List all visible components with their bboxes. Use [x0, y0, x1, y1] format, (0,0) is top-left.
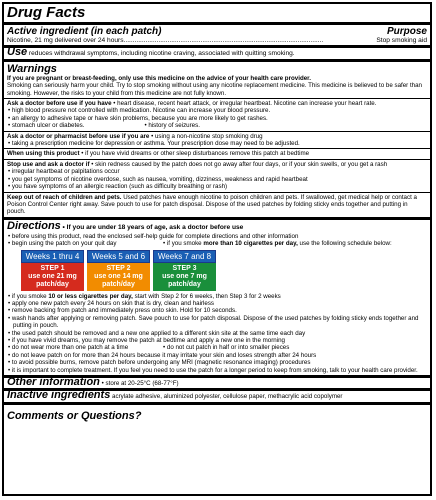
ask-doctor-heading: Ask a doctor before use if you have: [7, 100, 112, 108]
inactive-ingredients-heading: Inactive ingredients: [7, 389, 111, 402]
purpose-value: Stop smoking aid: [376, 37, 427, 44]
ask-pharmacist-section: Ask a doctor or pharmacist before use if you are • using a non-nicotine stop smoking drug • taking a prescription medicine for depression or asthma. Your prescription dose may need to be adjusted.: [4, 131, 430, 149]
directions-heading: Directions: [7, 219, 61, 232]
comments-section: [4, 402, 430, 425]
comments-heading: Comments or Questions?: [7, 409, 142, 422]
keep-out-heading: Keep out of reach of children and pets.: [7, 193, 122, 201]
directions-section: [4, 217, 430, 375]
drug-facts-title: Drug Facts: [7, 4, 86, 21]
ask-doctor-item: • stomach ulcer or diabetes. • history of seizures.: [8, 122, 200, 130]
ask-pharmacist-heading: Ask a doctor or pharmacist before use if you are: [7, 132, 150, 140]
use-heading: Use: [7, 46, 28, 59]
pregnant-warning: If you are pregnant or breast-feeding, only use this medicine on the advice of your health care provider.: [7, 74, 311, 82]
purpose-heading: Purpose: [386, 26, 427, 37]
stop-use-item: • you get symptoms of nicotine overdose, such as nausea, vomiting, dizziness, weakness and rapid heartbeat: [8, 175, 308, 183]
warnings-section: [4, 59, 430, 98]
when-using-heading: When using this product: [7, 150, 80, 158]
inactive-ingredients-section: [4, 388, 430, 401]
more-than-10-note: • if you smoke more than 10 cigarettes per day, use the following schedule below:: [163, 240, 392, 248]
other-information-section: Other information • store at 20-25°C (68-77°F): [4, 375, 430, 388]
use-text: reduces withdrawal symptoms, including nicotine craving, associated with quitting smoking.: [28, 50, 295, 58]
other-information-heading: Other information: [7, 376, 100, 388]
active-ingredient-heading: Active ingredient (in each patch): [7, 26, 162, 37]
directions-item: • before using this product, read the enclosed self-help guide for complete directions and other information: [8, 232, 299, 240]
schedule-column-2: [87, 250, 150, 291]
other-information-text: store at 20-25°C (68-77°F): [105, 380, 179, 387]
pregnant-warning-text: Smoking can seriously harm your child. Try to stop smoking without using any nicotine replacement medicine. This medicine is believed to be safer than smoking. However, the risks to your child from this medicine are not fully known.: [7, 82, 422, 97]
active-ingredient-value: Nicotine, 21 mg delivered over 24 hours.............................................................................................................: [7, 37, 324, 44]
ask-pharmacist-item: using a non-nicotine stop smoking drug: [154, 132, 263, 140]
directions-item: • remove backing from patch and immediately press onto skin. Hold for 10 seconds.: [8, 307, 237, 315]
when-using-text: if you have vivid dreams or other sleep disturbances remove this patch at bedtime: [85, 150, 310, 158]
ask-doctor-section: Ask a doctor before use if you have • heart disease, recent heart attack, or irregular heartbeat. Nicotine can increase your heart rate. • high blood pressure not controlled with medication. Nicotine can increase your blood pressure. • an allergy to adhesive tape or have skin problems, because you are more likely to get rashes. • stomach ulcer or diabetes. • history of seizures.: [4, 98, 430, 131]
inactive-ingredients-text: acrylate adhesive, aluminized polyester, cellulose paper, methacrylic acid copolymer: [112, 393, 343, 401]
age-note: • If you are under 18 years of age, ask a doctor before use: [62, 223, 244, 231]
weeks-label: Weeks 5 and 6: [87, 250, 150, 263]
directions-item: • do not wear more than one patch at a time: [8, 344, 129, 352]
less-than-10-note: • if you smoke 10 or less cigarettes per day, start with Step 2 for 6 weeks, then Step 3 for 2 weeks: [8, 292, 281, 300]
keep-out-text: Used patches have enough nicotine to poison children and pets. If swallowed, get medical help or contact a Poison Control Center right away. Save pouch to use for patch disposal. Dispose of the used patches by folding sticky ends together and putting in pouch.: [7, 193, 417, 216]
dosing-schedule-table: [21, 250, 427, 291]
stop-use-item: • you have symptoms of an allergic reaction (such as difficulty breathing or rash): [8, 183, 228, 191]
ask-pharmacist-item: • taking a prescription medicine for depression or asthma. Your prescription dose may need to be adjusted.: [8, 140, 300, 148]
warnings-heading: Warnings: [7, 62, 57, 75]
step-cell: STEP 1 use one 21 mg patch/day: [21, 263, 84, 291]
stop-use-item: • irregular heartbeat or palpitations occur: [8, 168, 120, 176]
directions-item: • apply one new patch every 24 hours on skin that is dry, clean and hairless: [8, 299, 215, 307]
step-cell: STEP 3 use one 7 mg patch/day: [153, 263, 216, 291]
weeks-label: Weeks 7 and 8: [153, 250, 216, 263]
ask-doctor-item: • high blood pressure not controlled with medication. Nicotine can increase your blood pressure.: [8, 107, 271, 115]
directions-item: • wash hands after applying or removing patch. Save pouch to use for patch disposal. Dispose of the used patches by folding sticky ends together and putting in pouch.: [8, 314, 419, 330]
weeks-label: Weeks 1 thru 4: [21, 250, 84, 263]
ask-doctor-item: heart disease, recent heart attack, or irregular heartbeat. Nicotine can increase your heart rate.: [117, 100, 377, 108]
drug-facts-panel: [2, 2, 432, 496]
directions-item: • begin using the patch on your quit day: [8, 240, 117, 248]
when-using-section: When using this product • if you have vivid dreams or other sleep disturbances remove this patch at bedtime: [4, 148, 430, 158]
drug-facts-title-block: [4, 4, 430, 22]
keep-out-section: [4, 192, 430, 217]
stop-use-section: Stop use and ask a doctor if • skin redness caused by the patch does not go away after four days, or if your skin swells, or you get a rash • irregular heartbeat or palpitations occur • you get symptoms of nicotine overdose, such as nausea, vomiting, dizziness, weakness and rapid heartbeat • you have symptoms of an allergic reaction (such as difficulty breathing or rash): [4, 159, 430, 192]
active-ingredient-section: [4, 22, 430, 45]
schedule-column-3: [153, 250, 216, 291]
directions-item: • the used patch should be removed and a new one applied to a different skin site at the same time each day: [8, 329, 306, 337]
step-cell: STEP 2 use one 14 mg patch/day: [87, 263, 150, 291]
directions-item: • if you have vivid dreams, you may remove the patch at bedtime and apply a new one in the morning: [8, 336, 285, 344]
use-section: [4, 45, 430, 58]
stop-use-heading: Stop use and ask a doctor if: [7, 160, 90, 168]
directions-item: • it is important to complete treatment. If you feel you need to use the patch for a longer period to keep from smoking, talk to your health care provider.: [8, 366, 418, 374]
directions-item: • do not leave patch on for more than 24 hours because it may irritate your skin and loses strength after 24 hours: [8, 351, 317, 359]
schedule-column-1: [21, 250, 84, 291]
directions-item: • to avoid possible burns, remove patch before undergoing any MRI (magnetic resonance imaging) procedures: [8, 359, 311, 367]
ask-doctor-item: • an allergy to adhesive tape or have skin problems, because you are more likely to get rashes.: [8, 114, 268, 122]
directions-item: • do not cut patch in half or into smaller pieces: [163, 344, 290, 352]
stop-use-item: skin redness caused by the patch does not go away after four days, or if your skin swells, or you get a rash: [95, 160, 388, 168]
